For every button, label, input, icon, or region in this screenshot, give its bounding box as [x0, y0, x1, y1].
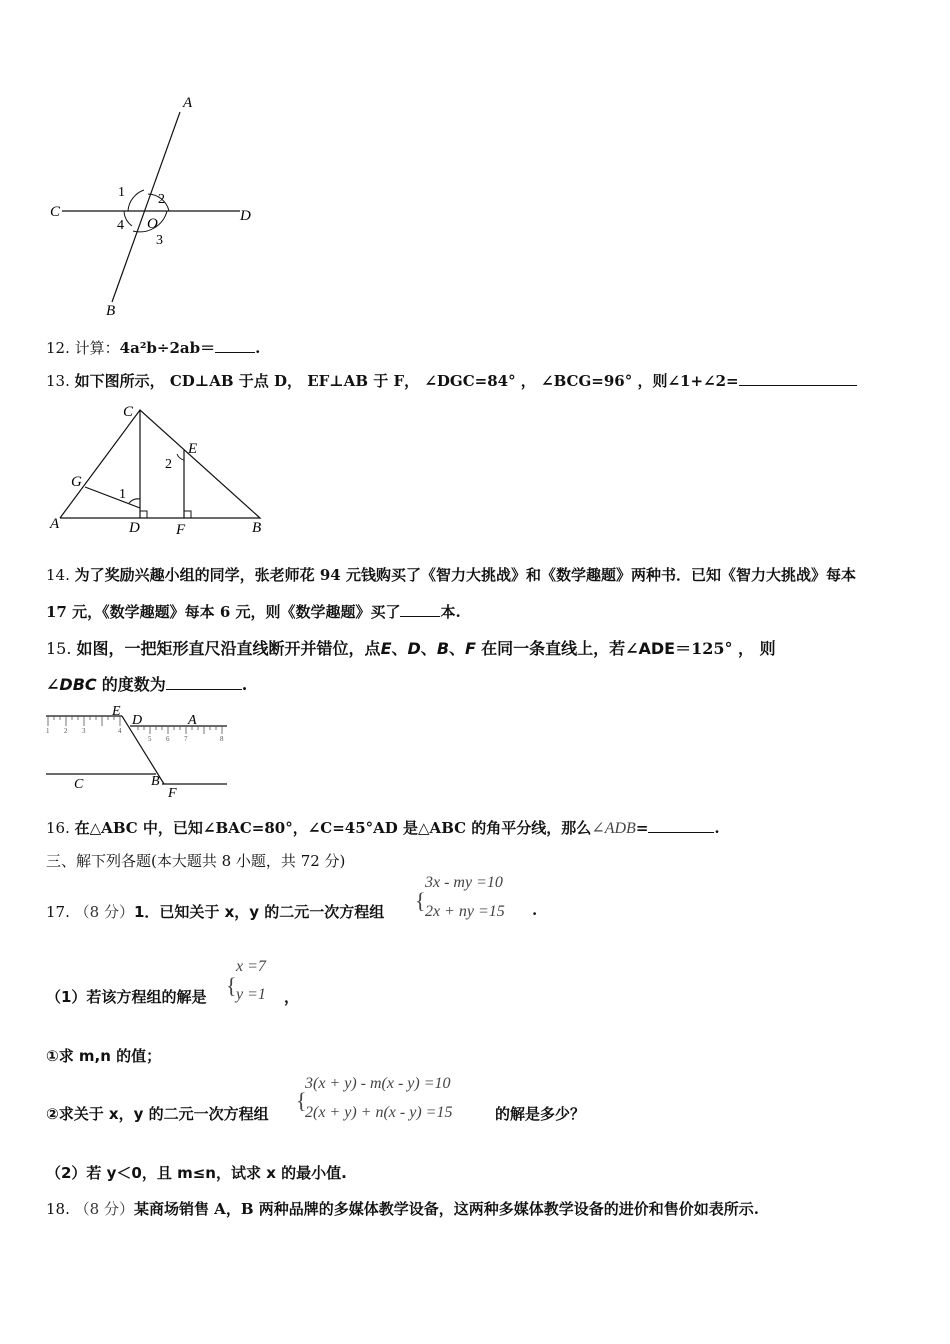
q16-equals: = [635, 819, 649, 837]
fig15-label-A: A [188, 713, 197, 728]
q18-number: 18. [46, 1200, 70, 1218]
q15-angle-value: ＝125° ， 则 [675, 639, 776, 658]
q17-item-2-text: ②求关于 x，y 的二元一次方程组 [46, 1105, 269, 1123]
section-3-title-text: 三、解下列各题(本大题共 8 小题，共 72 分) [46, 852, 346, 870]
q17-item-1 [46, 1045, 161, 1066]
q15-point-E: E [380, 639, 392, 658]
question-13 [46, 370, 857, 391]
fig13-label-G: G [71, 474, 82, 490]
fig11-label-2: 2 [158, 192, 165, 207]
figure-broken-ruler [44, 704, 234, 800]
q17-number: 17. [46, 903, 70, 921]
question-12 [46, 337, 260, 358]
question-14-line-1 [46, 564, 856, 585]
q15-text-1: 如图，一把矩形直尺沿直线断开并错位，点 [76, 639, 381, 658]
q15-number: 15. [46, 639, 72, 658]
ruler-tick-1: 1 [46, 727, 50, 735]
fig11-label-1: 1 [118, 185, 125, 200]
fig15-label-F: F [168, 786, 177, 800]
q15-point-D: D [407, 639, 421, 658]
q13-number: 13. [46, 372, 70, 390]
ruler-tick-4: 4 [118, 727, 122, 735]
q15-text-mid: 在同一条直线上，若∠ [481, 639, 639, 658]
ruler-tick-5: 5 [148, 735, 152, 743]
question-16 [46, 817, 720, 838]
question-18 [46, 1198, 759, 1219]
q12-period: . [255, 339, 261, 357]
q17-score: （8 分） [74, 903, 134, 921]
fig13-label-2: 2 [165, 457, 172, 472]
fig15-label-B: B [151, 774, 160, 789]
fig13-label-1: 1 [119, 487, 126, 502]
ruler-tick-7: 7 [184, 735, 188, 743]
q14-number: 14. [46, 566, 70, 584]
fig11-label-D: D [240, 208, 251, 224]
q15-angle-symbol: ∠ [46, 675, 60, 694]
q14-text-end: 本. [440, 603, 461, 621]
q17-solution-y: y =1 [236, 986, 266, 1003]
q17-item-1-text: ①求 m,n 的值； [46, 1047, 162, 1065]
q15-point-B: B [436, 639, 450, 658]
fig15-label-D: D [132, 713, 143, 728]
section-3-title [46, 850, 345, 871]
q15-point-F: F [465, 639, 476, 658]
fig11-label-A: A [183, 95, 193, 111]
ruler-tick-3: 3 [82, 727, 86, 735]
q17-part-1-comma: ， [284, 988, 300, 1006]
q15-angle-DBC: DBC [59, 675, 97, 694]
q17-solution-brace: { [226, 973, 237, 998]
question-15-line-1: 15. 如图，一把矩形直尺沿直线断开并错位，点E、D、B、F 在同一条直线上，若∠ADE＝125° ， 则 [46, 639, 776, 658]
q16-answer-blank [648, 818, 714, 833]
q17-system-1-eq2: 2x + ny =15 [425, 903, 505, 920]
q17-solution-x: x =7 [236, 958, 266, 975]
q15-angle-ADE: ADE [638, 639, 676, 658]
q17-intro-end: . [532, 901, 538, 919]
q17-part-2-text: （2）若 y＜0，且 m≤n，试求 x 的最小值. [46, 1164, 347, 1182]
fig13-label-E: E [188, 441, 198, 457]
q14-text-2: 17 元，《数学趣题》每本 6 元，则《数学趣题》买了 [46, 603, 401, 621]
q15-answer-blank [166, 675, 242, 690]
q18-score: （8 分） [74, 1200, 134, 1218]
question-15-line-2 [46, 672, 247, 695]
q17-system-1-eq1: 3x - my =10 [425, 874, 503, 891]
q18-text: 某商场销售 A，B 两种品牌的多媒体教学设备，这两种多媒体教学设备的进价和售价如表所示. [133, 1200, 759, 1218]
q17-part-2 [46, 1162, 347, 1183]
q17-part-1 [46, 986, 206, 1007]
ruler-tick-6: 6 [166, 735, 170, 743]
q17-item-2 [46, 1103, 269, 1124]
q12-expression: 4a²b÷2ab＝ [119, 339, 216, 357]
q14-text-1: 为了奖励兴趣小组的同学，张老师花 94 元钱购买了《智力大挑战》和《数学趣题》两种书．已知《智力大挑战》每本 [74, 566, 856, 584]
q12-number: 12. [46, 339, 70, 357]
q12-text: 计算： [74, 339, 120, 357]
q16-angle-ADB: ∠ADB [591, 820, 636, 837]
q17-item-2-question: 的解是多少？ [495, 1105, 586, 1123]
q12-answer-blank [215, 338, 255, 353]
fig15-label-E: E [112, 704, 121, 719]
fig11-label-B: B [106, 303, 116, 319]
ruler-tick-8: 8 [220, 735, 224, 743]
q17-part-1-text: （1）若该方程组的解是 [46, 988, 207, 1006]
fig11-label-O: O [147, 216, 158, 232]
fig11-label-4: 4 [117, 218, 124, 233]
q16-number: 16. [46, 819, 70, 837]
q16-period: . [714, 819, 720, 837]
question-17 [46, 901, 384, 922]
q13-answer-blank [739, 371, 857, 386]
fig11-label-C: C [50, 204, 61, 220]
fig13-label-B: B [252, 520, 262, 536]
q17-system-2-eq2: 2(x + y) + n(x - y) =15 [305, 1104, 453, 1121]
q15-period: . [241, 675, 248, 694]
fig13-label-C: C [123, 404, 134, 420]
fig13-label-F: F [176, 522, 186, 538]
q14-answer-blank [400, 602, 440, 617]
q17-system-2-eq1: 3(x + y) - m(x - y) =10 [305, 1075, 451, 1092]
q16-text: 在△ABC 中，已知∠BAC=80°，∠C=45°AD 是△ABC 的角平分线，那么 [74, 819, 592, 837]
q17-intro: 1．已知关于 x，y 的二元一次方程组 [133, 903, 385, 921]
question-14-line-2 [46, 601, 461, 622]
fig15-label-C: C [74, 777, 84, 792]
fig11-label-3: 3 [156, 233, 163, 248]
ruler-tick-2: 2 [64, 727, 68, 735]
fig13-label-D: D [129, 520, 140, 536]
fig13-label-A: A [50, 516, 60, 532]
figure-intersecting-lines [40, 90, 270, 320]
q17-system-2-brace: { [296, 1088, 307, 1113]
figure-triangle-cdef [45, 398, 275, 538]
q15-text-2: 的度数为 [101, 675, 166, 694]
q17-system-1-brace: { [415, 888, 426, 913]
q13-text: 如下图所示， CD⊥AB 于点 D， EF⊥AB 于 F， ∠DGC=84° ， ∠BCG=96° ，则∠1+∠2= [74, 372, 739, 390]
